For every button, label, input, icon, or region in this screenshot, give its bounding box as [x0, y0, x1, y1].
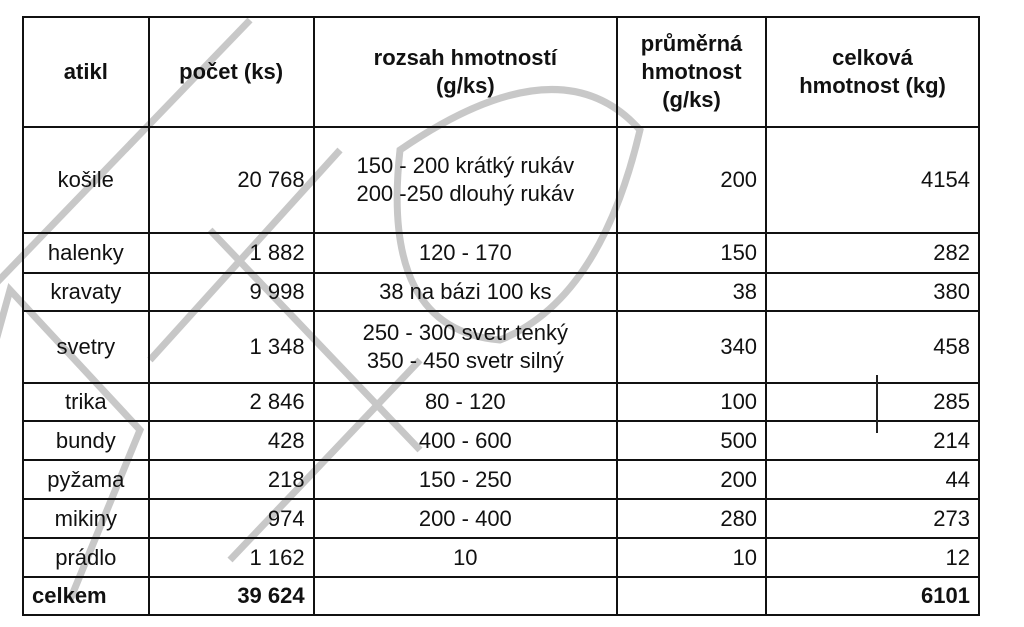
total-pocet: 39 624 — [149, 577, 314, 615]
cell-pocet: 974 — [149, 499, 314, 538]
header-rozsah: rozsah hmotností (g/ks) — [314, 17, 617, 127]
cell-celkova: 273 — [766, 499, 979, 538]
header-celkova: celková hmotnost (kg) — [766, 17, 979, 127]
cell-artikl: pyžama — [23, 460, 149, 499]
cell-rozsah: 150 - 200 krátký rukáv 200 -250 dlouhý rukáv — [314, 127, 617, 233]
header-artikl: atikl — [23, 17, 149, 127]
cell-rozsah: 150 - 250 — [314, 460, 617, 499]
cell-pocet: 428 — [149, 421, 314, 460]
cell-celkova: 285 — [766, 383, 979, 421]
cell-pocet: 218 — [149, 460, 314, 499]
cell-artikl: mikiny — [23, 499, 149, 538]
cell-celkova: 214 — [766, 421, 979, 460]
total-prumer-empty — [617, 577, 766, 615]
cell-celkova: 44 — [766, 460, 979, 499]
cell-prumer: 10 — [617, 538, 766, 577]
header-row — [23, 17, 979, 127]
header-pocet: počet (ks) — [149, 17, 314, 127]
header-prumer: průměrná hmotnost (g/ks) — [617, 17, 766, 127]
table-row — [23, 538, 979, 577]
cell-pocet: 1 348 — [149, 311, 314, 383]
cell-prumer: 200 — [617, 127, 766, 233]
cell-artikl: kravaty — [23, 273, 149, 311]
weight-table — [22, 16, 980, 616]
cell-prumer: 340 — [617, 311, 766, 383]
cell-pocet: 1 162 — [149, 538, 314, 577]
table-row — [23, 127, 979, 233]
total-celkova: 6101 — [766, 577, 979, 615]
table-row — [23, 233, 979, 273]
cell-artikl: svetry — [23, 311, 149, 383]
table-row — [23, 421, 979, 460]
cell-artikl: halenky — [23, 233, 149, 273]
total-rozsah-empty — [314, 577, 617, 615]
total-label: celkem — [23, 577, 149, 615]
cell-rozsah: 38 na bázi 100 ks — [314, 273, 617, 311]
cell-celkova: 380 — [766, 273, 979, 311]
cell-rozsah: 400 - 600 — [314, 421, 617, 460]
cell-prumer: 100 — [617, 383, 766, 421]
cell-pocet: 9 998 — [149, 273, 314, 311]
cell-prumer: 500 — [617, 421, 766, 460]
cell-celkova: 4154 — [766, 127, 979, 233]
cell-pocet: 2 846 — [149, 383, 314, 421]
table-row — [23, 273, 979, 311]
cell-rozsah: 120 - 170 — [314, 233, 617, 273]
cell-rozsah: 80 - 120 — [314, 383, 617, 421]
table-row — [23, 383, 979, 421]
cell-prumer: 38 — [617, 273, 766, 311]
total-row — [23, 577, 979, 615]
cell-artikl: bundy — [23, 421, 149, 460]
cell-pocet: 20 768 — [149, 127, 314, 233]
table-row — [23, 460, 979, 499]
cell-celkova: 12 — [766, 538, 979, 577]
cell-prumer: 150 — [617, 233, 766, 273]
table-row — [23, 311, 979, 383]
cell-celkova: 282 — [766, 233, 979, 273]
cell-artikl: trika — [23, 383, 149, 421]
table-row — [23, 499, 979, 538]
text-cursor — [876, 375, 878, 433]
cell-rozsah: 10 — [314, 538, 617, 577]
cell-artikl: prádlo — [23, 538, 149, 577]
cell-prumer: 200 — [617, 460, 766, 499]
cell-artikl: košile — [23, 127, 149, 233]
cell-rozsah: 200 - 400 — [314, 499, 617, 538]
cell-rozsah: 250 - 300 svetr tenký 350 - 450 svetr silný — [314, 311, 617, 383]
cell-celkova: 458 — [766, 311, 979, 383]
cell-prumer: 280 — [617, 499, 766, 538]
cell-pocet: 1 882 — [149, 233, 314, 273]
